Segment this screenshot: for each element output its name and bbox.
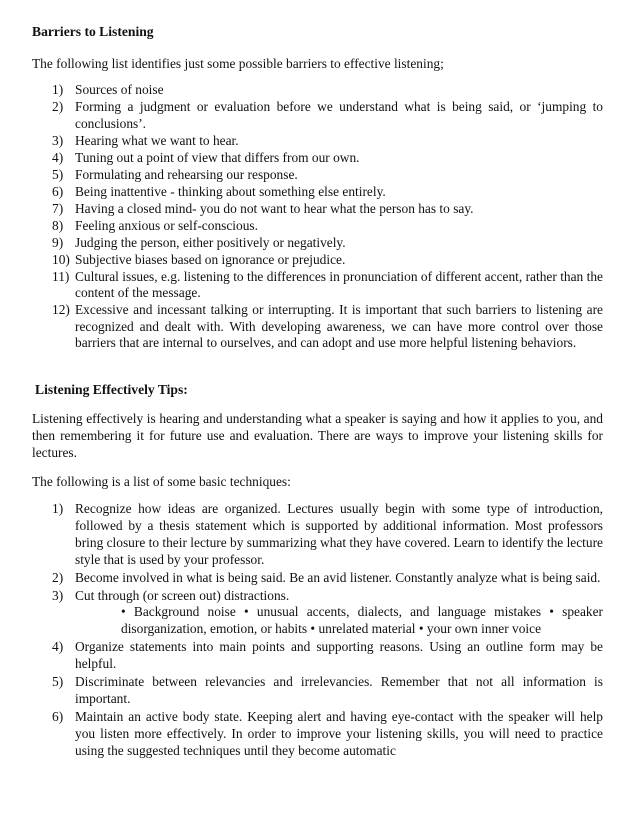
item-number: 12) [52,302,70,317]
list-item [32,99,603,132]
item-text: Subjective biases based on ignorance or prejudice. [75,251,346,267]
item-number: 2) [52,569,64,585]
item-text: Judging the person, either positively or negatively. [75,234,346,250]
techniques-intro: The following is a list of some basic techniques: [32,474,291,489]
item-text: Excessive and incessant talking or interrupting. It is important that such barriers to listening are recognized and dealt with. With developing awareness, we can have more control over those barriers that are internal to ourselves, and can adopt and use more helpful listening behaviors. [75,302,603,350]
list-item [32,709,603,760]
item-number: 10) [52,251,70,267]
list-item [32,269,603,302]
item-text: Having a closed mind- you do not want to hear what the person has to say. [75,200,474,216]
item-number: 4) [52,149,64,165]
item-number: 8) [52,217,64,233]
barriers-intro: The following list identifies just some possible barriers to effective listening; [32,56,444,71]
list-item [32,570,603,587]
list-item [32,218,603,235]
item-number: 6) [52,183,64,199]
item-text: Being inattentive - thinking about something else entirely. [75,183,386,199]
list-item [32,639,603,673]
list-item [32,167,603,184]
item-text: Hearing what we want to hear. [75,132,239,148]
tips-paragraph: Listening effectively is hearing and understanding what a speaker is saying and how it applies to you, and then remembering it for future use and evaluation. There are ways to improve your listening skills for lectures. [32,411,603,460]
barriers-list [32,82,603,352]
list-item [32,184,603,201]
item-number: 6) [52,708,64,724]
list-item [32,674,603,708]
item-text: Tuning out a point of view that differs from our own. [75,149,360,165]
item-text: Forming a judgment or evaluation before we understand what is being said, or ‘jumping to conclusions’. [75,99,603,131]
item-text: Cultural issues, e.g. listening to the differences in pronunciation of different accent, rather than the content of the message. [75,268,603,300]
section-heading-tips: Listening Effectively Tips: [35,382,188,397]
list-item [32,150,603,167]
item-text: Recognize how ideas are organized. Lectures usually begin with some type of introduction, followed by a thesis statement which is supported by additional information. Most professors bring closure to their lecture by summarizing what they have covered. Learn to identify the lecture style that is used by your professor. [75,501,603,567]
item-text: Maintain an active body state. Keeping alert and having eye-contact with the speaker will help you listen more effectively. In order to improve your listening skills, you will need to practice using the suggested techniques until they become automatic [75,708,603,758]
item-text: Feeling anxious or self-conscious. [75,217,258,233]
section-heading-barriers: Barriers to Listening [32,24,154,39]
list-item [32,82,603,99]
item-text: Cut through (or screen out) distractions. [75,587,290,603]
item-text: Organize statements into main points and supporting reasons. Using an outline form may be helpful. [75,639,603,672]
list-item [32,235,603,252]
list-item [32,252,603,269]
item-number: 1) [52,82,64,97]
list-item [32,302,603,352]
item-text: Sources of noise [75,82,164,97]
item-text: Discriminate between relevancies and irrelevancies. Remember that not all information is important. [75,674,603,706]
item-text: Formulating and rehearsing our response. [75,166,298,182]
distractions-sublist: • Background noise • unusual accents, dialects, and language mistakes • speaker disorganization, emotion, or habits • unrelated material • your own inner voice [121,604,603,637]
item-number: 7) [52,200,64,216]
techniques-list [32,501,603,761]
item-number: 5) [52,674,64,690]
item-text: Become involved in what is being said. Be an avid listener. Constantly analyze what is being said. [75,569,601,585]
item-number: 1) [52,501,64,516]
item-number: 2) [52,99,64,114]
item-number: 5) [52,166,64,182]
item-number: 3) [52,587,64,603]
list-item [32,501,603,569]
item-number: 3) [52,132,64,148]
list-item [32,133,603,150]
item-number: 11) [52,268,70,284]
list-item [32,588,603,639]
item-number: 4) [52,639,64,655]
list-item [32,201,603,218]
item-number: 9) [52,234,64,250]
